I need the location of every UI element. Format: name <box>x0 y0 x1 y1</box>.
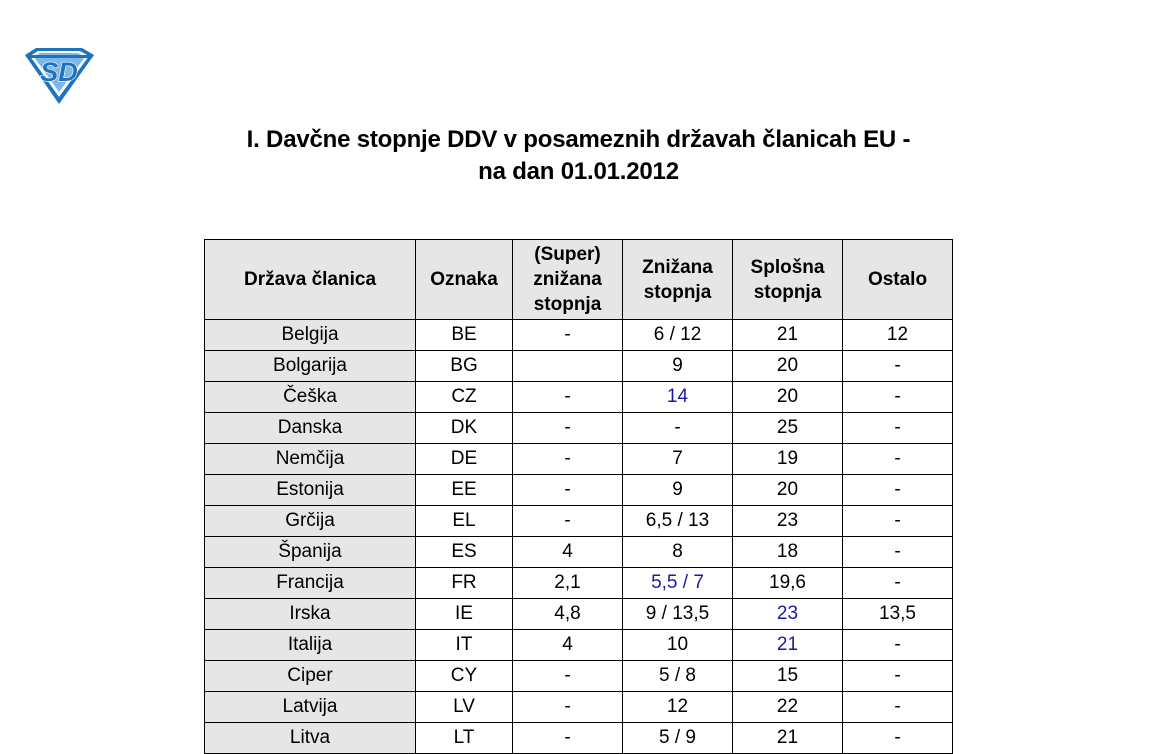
title-line-2: na dan 01.01.2012 <box>478 158 679 185</box>
cell-other: - <box>843 506 953 537</box>
cell-country: Danska <box>205 413 416 444</box>
cell-code: IE <box>416 599 513 630</box>
table-row <box>205 661 953 692</box>
table-row <box>205 506 953 537</box>
cell-reduced: 9 <box>623 475 733 506</box>
cell-code: LT <box>416 723 513 754</box>
header-other: Ostalo <box>843 240 953 320</box>
cell-super-reduced: - <box>513 413 623 444</box>
table-header-row <box>205 240 953 320</box>
cell-reduced: 5 / 8 <box>623 661 733 692</box>
logo-text: SD <box>40 57 78 87</box>
cell-code: BE <box>416 320 513 351</box>
table-row <box>205 351 953 382</box>
cell-other: - <box>843 413 953 444</box>
cell-super-reduced: 4,8 <box>513 599 623 630</box>
table-row <box>205 320 953 351</box>
cell-code: LV <box>416 692 513 723</box>
cell-super-reduced: 4 <box>513 537 623 568</box>
cell-reduced: 5,5 / 7 <box>623 568 733 599</box>
cell-code: ES <box>416 537 513 568</box>
cell-super-reduced <box>513 351 623 382</box>
cell-standard: 21 <box>733 723 843 754</box>
cell-standard: 19,6 <box>733 568 843 599</box>
cell-other: - <box>843 444 953 475</box>
cell-reduced: 5 / 9 <box>623 723 733 754</box>
cell-code: CZ <box>416 382 513 413</box>
cell-other: - <box>843 723 953 754</box>
table-row <box>205 382 953 413</box>
cell-country: Nemčija <box>205 444 416 475</box>
table-row <box>205 475 953 506</box>
vat-rates-table <box>204 239 953 754</box>
cell-country: Bolgarija <box>205 351 416 382</box>
cell-super-reduced: - <box>513 723 623 754</box>
cell-standard: 15 <box>733 661 843 692</box>
title-line-1: I. Davčne stopnje DDV v posameznih državah članicah EU - <box>246 126 911 153</box>
header-reduced: Znižana stopnja <box>623 240 733 320</box>
cell-other: - <box>843 475 953 506</box>
cell-other: - <box>843 661 953 692</box>
cell-country: Francija <box>205 568 416 599</box>
cell-code: BG <box>416 351 513 382</box>
cell-super-reduced: 2,1 <box>513 568 623 599</box>
cell-country: Grčija <box>205 506 416 537</box>
cell-reduced: 6 / 12 <box>623 320 733 351</box>
cell-super-reduced: - <box>513 475 623 506</box>
cell-reduced: 9 <box>623 351 733 382</box>
cell-super-reduced: - <box>513 661 623 692</box>
cell-code: DK <box>416 413 513 444</box>
cell-other: 12 <box>843 320 953 351</box>
cell-code: FR <box>416 568 513 599</box>
cell-code: CY <box>416 661 513 692</box>
cell-code: DE <box>416 444 513 475</box>
cell-other: - <box>843 630 953 661</box>
page-title <box>0 124 1157 188</box>
cell-standard: 23 <box>733 599 843 630</box>
cell-standard: 20 <box>733 351 843 382</box>
cell-standard: 22 <box>733 692 843 723</box>
cell-super-reduced: - <box>513 320 623 351</box>
table-row <box>205 568 953 599</box>
cell-country: Španija <box>205 537 416 568</box>
cell-code: IT <box>416 630 513 661</box>
table-row <box>205 599 953 630</box>
cell-super-reduced: - <box>513 506 623 537</box>
cell-super-reduced: - <box>513 382 623 413</box>
cell-standard: 21 <box>733 320 843 351</box>
cell-standard: 18 <box>733 537 843 568</box>
cell-country: Češka <box>205 382 416 413</box>
cell-super-reduced: - <box>513 444 623 475</box>
cell-country: Irska <box>205 599 416 630</box>
cell-standard: 19 <box>733 444 843 475</box>
cell-code: EE <box>416 475 513 506</box>
header-super-reduced: (Super) znižana stopnja <box>513 240 623 320</box>
cell-reduced: 6,5 / 13 <box>623 506 733 537</box>
cell-reduced: - <box>623 413 733 444</box>
cell-reduced: 7 <box>623 444 733 475</box>
cell-other: - <box>843 382 953 413</box>
cell-reduced: 10 <box>623 630 733 661</box>
cell-country: Estonija <box>205 475 416 506</box>
cell-other: - <box>843 692 953 723</box>
table-row <box>205 537 953 568</box>
cell-country: Italija <box>205 630 416 661</box>
table-row <box>205 723 953 754</box>
cell-standard: 23 <box>733 506 843 537</box>
cell-other: 13,5 <box>843 599 953 630</box>
company-logo <box>22 47 96 105</box>
cell-super-reduced: - <box>513 692 623 723</box>
cell-standard: 25 <box>733 413 843 444</box>
cell-standard: 20 <box>733 475 843 506</box>
cell-country: Latvija <box>205 692 416 723</box>
header-code: Oznaka <box>416 240 513 320</box>
cell-reduced: 14 <box>623 382 733 413</box>
cell-reduced: 9 / 13,5 <box>623 599 733 630</box>
cell-country: Litva <box>205 723 416 754</box>
cell-other: - <box>843 537 953 568</box>
table-row <box>205 692 953 723</box>
cell-other: - <box>843 568 953 599</box>
cell-super-reduced: 4 <box>513 630 623 661</box>
cell-standard: 20 <box>733 382 843 413</box>
cell-reduced: 8 <box>623 537 733 568</box>
cell-reduced: 12 <box>623 692 733 723</box>
header-standard: Splošna stopnja <box>733 240 843 320</box>
cell-country: Belgija <box>205 320 416 351</box>
cell-code: EL <box>416 506 513 537</box>
table-row <box>205 630 953 661</box>
cell-country: Ciper <box>205 661 416 692</box>
cell-other: - <box>843 351 953 382</box>
table-row <box>205 413 953 444</box>
cell-standard: 21 <box>733 630 843 661</box>
table-row <box>205 444 953 475</box>
header-country: Država članica <box>205 240 416 320</box>
